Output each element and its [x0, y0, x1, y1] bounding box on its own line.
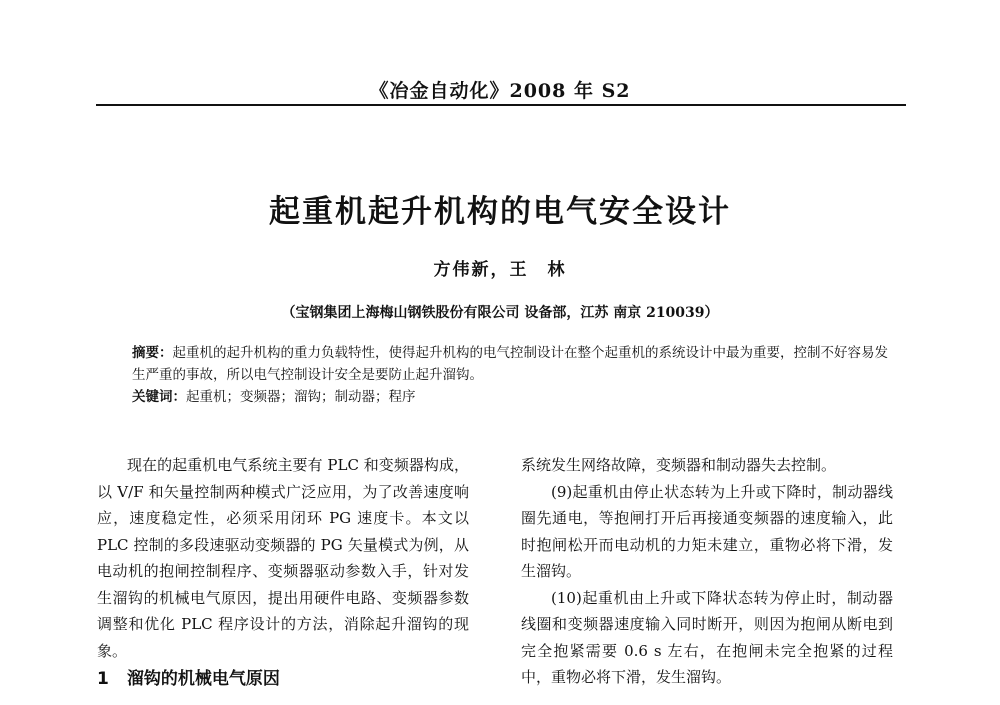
section-heading — [97, 666, 469, 693]
abstract-text: 起重机的起升机构的重力负载特性，使得起升机构的电气控制设计在整个起重机的系统设计中最为重要，控制不好容易发生严重的事故，所以电气控制设计安全是要防止起升溜钩。 — [132, 345, 888, 383]
keywords — [132, 386, 892, 408]
paper-authors: 方伟新，王 林 — [433, 260, 567, 280]
section-number: 1 — [97, 669, 109, 689]
left-column — [97, 452, 469, 693]
paper-title: 起重机起升机构的电气安全设计 — [269, 194, 731, 230]
paper-affiliation: （宝钢集团上海梅山钢铁股份有限公司 设备部，江苏 南京 210039） — [281, 305, 719, 321]
keywords-label: 关键词： — [132, 389, 186, 405]
right-continuation-line: 系统发生网络故障，变频器和制动器失去控制。 — [521, 456, 837, 474]
paragraph-item-9: (9)起重机由停止状态转为上升或下降时，制动器线圈先通电，等抱闸打开后再接通变频器的速度输入，此时抱闸松开而电动机的力矩未建立，重物必将下滑，发生溜钩。 — [521, 482, 893, 580]
abstract-label: 摘要： — [132, 345, 173, 361]
section-title: 溜钩的机械电气原因 — [126, 669, 280, 689]
intro-paragraph: 现在的起重机电气系统主要有 PLC 和变频器构成，以 V/F 和矢量控制两种模式广泛应用，为了改善速度响应，速度稳定性，必须采用闭环 PG 速度卡。本文以 PLC 控制的多段速驱动变频器的 PG 矢量模式为例，从电动机的抱闸控制程序、变频器驱动参数入手，针对发生溜钩的机械电气原因，提出用硬件电路、变频器参数调整和优化 PLC 程序设计的方法，消除起升溜钩的现象。 — [97, 456, 469, 660]
abstract — [132, 342, 892, 386]
abstract-block — [132, 342, 892, 408]
paragraph-item-10: (10)起重机由上升或下降状态转为停止时，制动器线圈和变频器速度输入同时断开，则因为抱闸从断电到完全抱紧需要 0.6 s 左右，在抱闸未完全抱紧的过程中，重物必将下滑，发生溜钩。 — [521, 588, 893, 686]
right-column — [521, 452, 893, 691]
header-rule — [96, 104, 906, 106]
keywords-text: 起重机；变频器；溜钩；制动器；程序 — [186, 389, 416, 405]
journal-header: 《冶金自动化》2008 年 S2 — [369, 80, 631, 102]
